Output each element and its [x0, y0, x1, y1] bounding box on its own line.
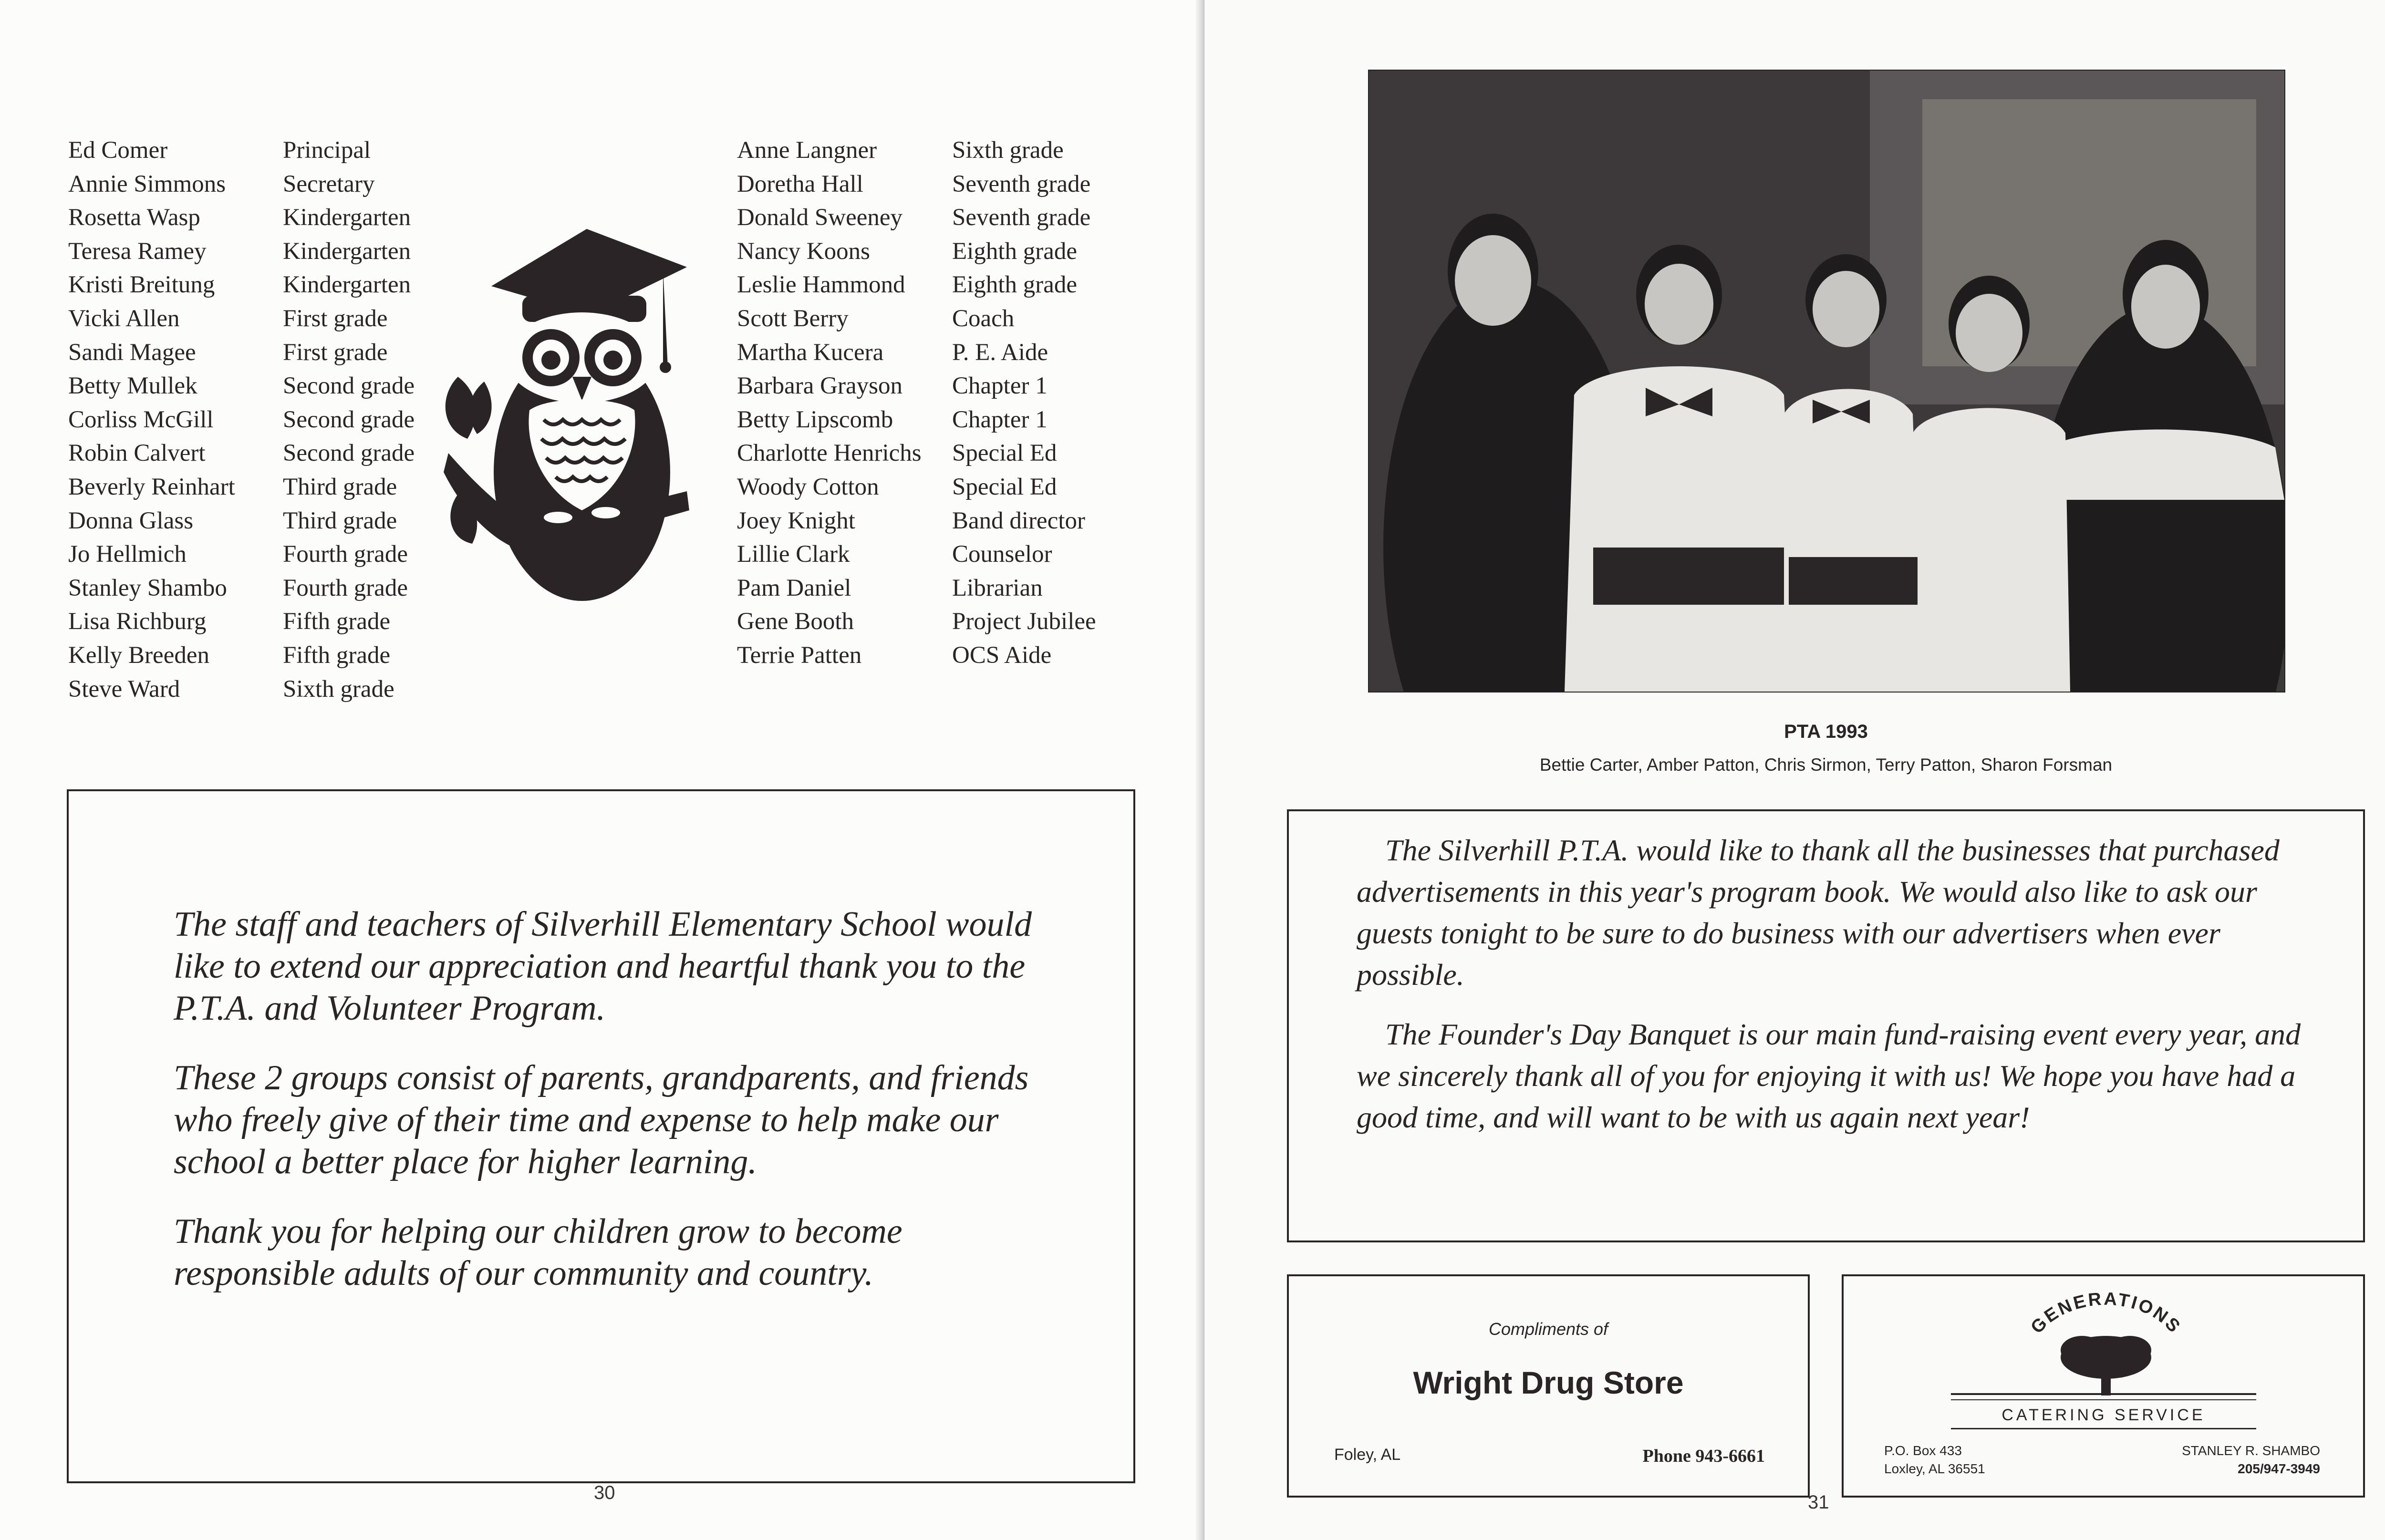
ad-contact-name: STANLEY R. SHAMBO: [2182, 1443, 2320, 1458]
staff-name: Stanley Shambo: [68, 574, 227, 601]
owl-graduate-illustration: [439, 224, 706, 610]
staff-name: Sandi Magee: [68, 339, 196, 366]
ad-address-2: Loxley, AL 36551: [1884, 1461, 1985, 1476]
staff-name: Corliss McGill: [68, 406, 214, 433]
staff-name: Pam Daniel: [737, 574, 851, 601]
staff-role: Counselor: [952, 541, 1052, 568]
page-number: 31: [1808, 1492, 1829, 1513]
staff-name: Rosetta Wasp: [68, 204, 200, 231]
staff-message: [174, 903, 1047, 1322]
staff-name: Robin Calvert: [68, 440, 206, 467]
staff-name: Lillie Clark: [737, 541, 850, 568]
staff-name: Nancy Koons: [737, 238, 871, 265]
staff-name: Lisa Richburg: [68, 608, 207, 635]
staff-name: Donna Glass: [68, 507, 194, 534]
staff-role: Fifth grade: [283, 641, 391, 669]
staff-role: OCS Aide: [952, 641, 1052, 669]
logo-rule-mid: [1951, 1399, 2256, 1400]
pta-thanks-box: [1287, 809, 2365, 1242]
staff-role: Project Jubilee: [952, 608, 1096, 635]
logo-rule-bottom: [1951, 1428, 2256, 1429]
staff-name: Gene Booth: [737, 608, 854, 635]
staff-name: Ed Comer: [68, 137, 168, 164]
ad-compliments: Compliments of: [1488, 1319, 1608, 1339]
staff-name: Steve Ward: [68, 675, 180, 703]
staff-role: Fourth grade: [283, 574, 408, 601]
staff-name: Woody Cotton: [737, 473, 879, 500]
staff-role: Sixth grade: [952, 137, 1064, 164]
staff-role: Second grade: [283, 440, 415, 467]
staff-role: Fourth grade: [283, 541, 408, 568]
pta-photo-rendering: [1369, 71, 2284, 692]
staff-roles-col1: [283, 134, 415, 706]
staff-name: Leslie Hammond: [737, 271, 905, 299]
staff-name: Barbara Grayson: [737, 372, 902, 400]
staff-role: Eighth grade: [952, 271, 1077, 299]
staff-name: Charlotte Henrichs: [737, 440, 922, 467]
staff-role: Seventh grade: [952, 204, 1091, 231]
staff-name: Donald Sweeney: [737, 204, 902, 231]
ad-business-name: Wright Drug Store: [1413, 1365, 1684, 1400]
staff-name: Vicki Allen: [68, 305, 180, 332]
logo-arc-text: GENERATIONS: [2027, 1291, 2185, 1338]
staff-role: Band director: [952, 507, 1085, 534]
pta-message: [1357, 829, 2301, 1156]
staff-role: Second grade: [283, 406, 415, 433]
staff-role: Fifth grade: [283, 608, 391, 635]
wright-drug-store-ad: [1287, 1274, 1810, 1498]
pta-message-paragraph: The Silverhill P.T.A. would like to thank all the businesses that purchased advertisements in this year's program book. We would also like to ask our guests tonight to be sure to do business with our advertisers when ever possible.: [1357, 833, 2280, 992]
staff-role: Librarian: [952, 574, 1043, 601]
staff-role: Special Ed: [952, 440, 1057, 467]
staff-role: First grade: [283, 339, 388, 366]
staff-role: Kindergarten: [283, 204, 411, 231]
pta-1993-photo: [1368, 70, 2285, 692]
staff-name: Anne Langner: [737, 137, 877, 164]
staff-role: Coach: [952, 305, 1015, 332]
staff-role: Third grade: [283, 473, 397, 500]
page-number: 30: [594, 1482, 615, 1503]
staff-message-paragraph: The staff and teachers of Silverhill Elementary School would like to extend our appreciation and heartful thank you to the P.T.A. and Volunteer Program.: [174, 905, 1032, 1028]
staff-role: Seventh grade: [952, 170, 1091, 197]
staff-names-col1: [68, 134, 235, 706]
ad-contact-phone: 205/947-3949: [2238, 1461, 2320, 1476]
staff-role: Principal: [283, 137, 371, 164]
staff-name: Teresa Ramey: [68, 238, 207, 265]
staff-name: Kristi Breitung: [68, 271, 215, 299]
staff-role: P. E. Aide: [952, 339, 1048, 366]
ad-service: CATERING SERVICE: [2001, 1406, 2206, 1424]
staff-role: Sixth grade: [283, 675, 394, 703]
staff-names-col2: [737, 134, 922, 672]
staff-role: Eighth grade: [952, 238, 1077, 265]
staff-role: Special Ed: [952, 473, 1057, 500]
ad-phone: Phone 943-6661: [1642, 1446, 1765, 1466]
staff-name: Kelly Breeden: [68, 641, 209, 669]
ad-address-1: P.O. Box 433: [1884, 1443, 1962, 1458]
staff-role: Chapter 1: [952, 406, 1047, 433]
staff-role: First grade: [283, 305, 388, 332]
staff-role: Chapter 1: [952, 372, 1047, 400]
staff-name: Betty Lipscomb: [737, 406, 893, 433]
staff-role: Secretary: [283, 170, 375, 197]
staff-name: Doretha Hall: [737, 170, 863, 197]
staff-name: Jo Hellmich: [68, 541, 187, 568]
logo-rule-top: [1951, 1393, 2256, 1395]
svg-text:GENERATIONS: [2027, 1291, 2185, 1338]
generations-logo: [2011, 1291, 2201, 1400]
staff-message-paragraph: These 2 groups consist of parents, grandparents, and friends who freely give of their time and expense to help make our school a better place for higher learning.: [174, 1058, 1029, 1181]
staff-role: Kindergarten: [283, 238, 411, 265]
staff-role: Kindergarten: [283, 271, 411, 299]
staff-roles-col2: [952, 134, 1096, 672]
staff-role: Second grade: [283, 372, 415, 400]
photo-title: PTA 1993: [1784, 721, 1868, 742]
photo-caption: Bettie Carter, Amber Patton, Chris Sirmon, Terry Patton, Sharon Forsman: [1539, 755, 2113, 775]
staff-role: Third grade: [283, 507, 397, 534]
staff-appreciation-box: [67, 789, 1135, 1483]
staff-name: Scott Berry: [737, 305, 849, 332]
ad-location: Foley, AL: [1334, 1446, 1401, 1464]
staff-name: Beverly Reinhart: [68, 473, 235, 500]
generations-catering-ad: [1842, 1274, 2365, 1498]
staff-name: Martha Kucera: [737, 339, 884, 366]
staff-name: Annie Simmons: [68, 170, 226, 197]
pta-message-paragraph: The Founder's Day Banquet is our main fund-raising event every year, and we sincerely thank all of you for enjoying it with us! We hope you have had a good time, and will want to be with us again next year!: [1357, 1017, 2301, 1134]
staff-name: Terrie Patten: [737, 641, 862, 669]
staff-name: Joey Knight: [737, 507, 855, 534]
staff-name: Betty Mullek: [68, 372, 197, 400]
staff-message-paragraph: Thank you for helping our children grow to become responsible adults of our community and country.: [174, 1212, 902, 1293]
